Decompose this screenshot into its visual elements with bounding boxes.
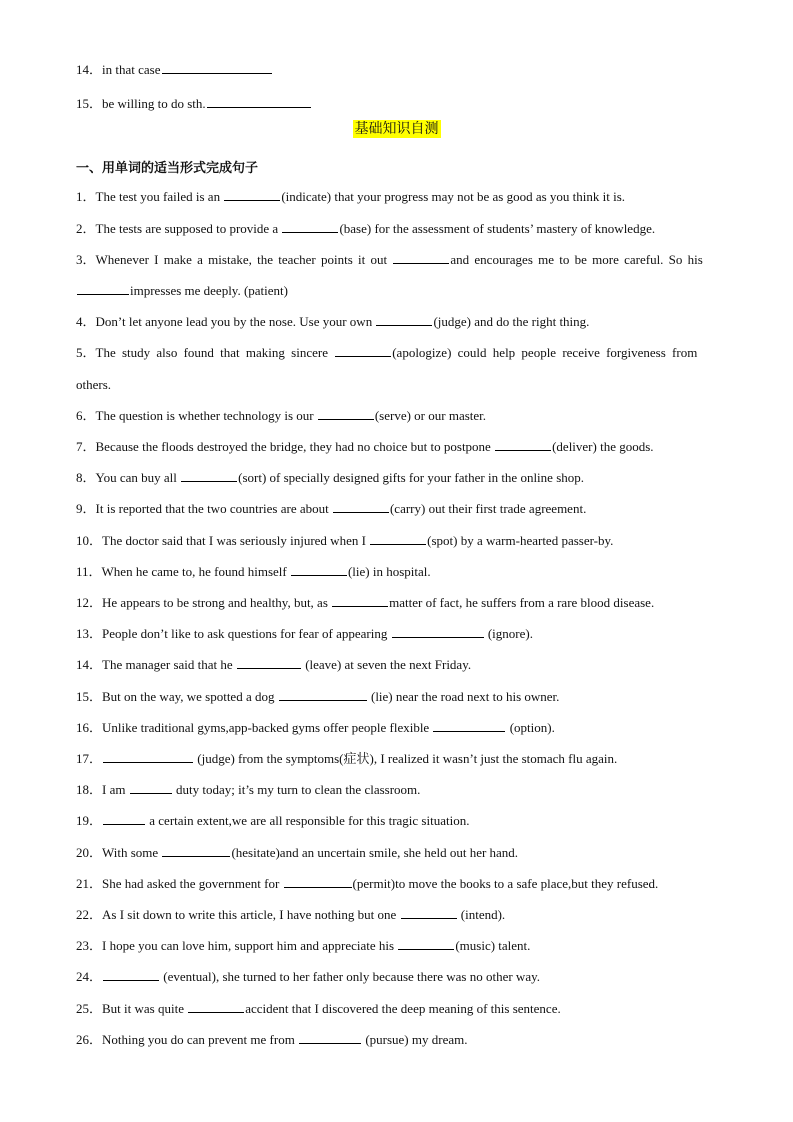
answer-blank[interactable] [103,969,159,981]
item-text-after: (base) for the assessment of students’ mastery of knowledge. [339,221,656,236]
item-number: 16． [76,720,103,735]
item-text-before: Because the floods destroyed the bridge, they had no choice but to postpone [95,439,495,454]
answer-blank[interactable] [335,345,391,357]
item-text-after: (judge) and do the right thing. [433,314,590,329]
section-heading [0,118,793,138]
question-8 [76,470,721,486]
item-text-after: duty today; it’s my turn to clean the classroom. [172,782,421,797]
answer-blank[interactable] [130,782,172,794]
item-text-before: It is reported that the two countries are about [95,501,332,516]
item-text-before: He appears to be strong and healthy, but, as [102,595,332,610]
item-number: 2． [76,221,96,236]
question-19 [76,813,721,829]
item-text-after: (intend). [457,907,506,922]
answer-blank[interactable] [103,813,145,825]
answer-blank[interactable] [77,283,129,295]
answer-blank[interactable] [282,221,338,233]
question-13 [76,626,721,642]
item-text-before: She had asked the government for [102,876,283,891]
question-25 [76,1001,721,1017]
answer-blank[interactable] [333,501,389,513]
item-text-before: I hope you can love him, support him and appreciate his [102,938,398,953]
item-text-after: (pursue) my dream. [362,1032,468,1047]
item-text-before: Nothing you do can prevent me from [102,1032,299,1047]
question-16 [76,720,721,736]
question-11 [76,564,721,580]
item-number: 3． [76,252,96,267]
item-number: 6． [76,408,96,423]
item-text-before: With some [102,845,162,860]
item-number: 24． [76,969,103,984]
prev-item-15 [76,96,721,112]
question-5 [76,345,721,361]
question-14 [76,657,721,673]
question-7 [76,439,721,455]
item-text-before: You can buy all [95,470,181,485]
question-9 [76,501,721,517]
answer-blank[interactable] [376,314,432,326]
item-number: 22． [76,907,103,922]
item-number: 13． [76,626,103,641]
answer-blank[interactable] [224,189,280,201]
item-text-after: accident that I discovered the deep meaning of this sentence. [245,1001,561,1016]
item-number: 26． [76,1032,103,1047]
answer-blank[interactable] [103,751,193,763]
answer-blank[interactable] [495,439,551,451]
item-number: 8． [76,470,96,485]
answer-blank[interactable] [284,876,352,888]
item-number: 25． [76,1001,103,1016]
item-text-after: matter of fact, he suffers from a rare blood disease. [389,595,655,610]
item-text-after: (eventual), she turned to her father only because there was no other way. [160,969,540,984]
item-number: 10． [76,533,103,548]
answer-blank[interactable] [433,720,505,732]
item-text-before: others. [76,377,112,392]
question-4 [76,314,721,330]
answer-blank[interactable] [237,657,301,669]
question-24 [76,969,721,985]
answer-blank[interactable] [207,96,311,108]
item-text-before: The doctor said that I was seriously injured when I [102,533,370,548]
item-text-before: Unlike traditional gyms,app-backed gyms offer people flexible [102,720,433,735]
answer-blank[interactable] [162,62,272,74]
answer-blank[interactable] [279,689,367,701]
item-text-before: But it was quite [102,1001,188,1016]
section-title: 一、用单词的适当形式完成句子 [76,161,259,176]
item-number: 23． [76,938,103,953]
answer-blank[interactable] [370,533,426,545]
item-text-after: (carry) out their first trade agreement. [389,501,587,516]
question-22 [76,907,721,923]
item-text-before: But on the way, we spotted a dog [102,689,278,704]
question-3-continued [76,283,721,299]
item-text-after: (ignore). [484,626,533,641]
item-text-after: (permit)to move the books to a safe place,but they refused. [352,876,659,891]
question-12 [76,595,721,611]
item-text-after: (option). [506,720,555,735]
question-2 [76,221,721,237]
item-number: 9． [76,501,96,516]
question-15 [76,689,721,705]
item-number: 14． [76,62,103,77]
answer-blank[interactable] [398,938,454,950]
item-number: 14． [76,657,103,672]
question-17 [76,751,721,767]
item-number: 18． [76,782,103,797]
item-number: 15． [76,689,103,704]
item-number: 19． [76,813,103,828]
answer-blank[interactable] [162,845,230,857]
item-text-before: As I sit down to write this article, I have nothing but one [102,907,400,922]
item-number: 15． [76,96,103,111]
question-23 [76,938,721,954]
item-text: be willing to do sth. [102,96,206,111]
item-text-before: Whenever I make a mistake, the teacher points it out [95,252,393,267]
item-text-after: (indicate) that your progress may not be as good as you think it is. [281,189,626,204]
item-number: 20． [76,845,103,860]
answer-blank[interactable] [318,408,374,420]
item-text-after: and encourages me to be more careful. So his [450,252,703,267]
answer-blank[interactable] [393,252,449,264]
answer-blank[interactable] [401,907,457,919]
answer-blank[interactable] [392,626,484,638]
prev-item-14 [76,62,721,78]
answer-blank[interactable] [332,595,388,607]
item-text-after: (apologize) could help people receive forgiveness from [392,345,698,360]
question-1 [76,189,721,205]
item-text-after: (serve) or our master. [374,408,487,423]
item-text-after: a certain extent,we are all responsible for this tragic situation. [146,813,470,828]
question-3 [76,252,721,268]
item-text: in that case [102,62,161,77]
item-text-before: The question is whether technology is our [95,408,317,423]
item-number: 21． [76,876,103,891]
item-text-after: (judge) from the symptoms(症状), I realized it wasn’t just the stomach flu again. [194,751,618,766]
item-text-after: (hesitate)and an uncertain smile, she held out her hand. [231,845,519,860]
answer-blank[interactable] [291,564,347,576]
item-number: 1． [76,189,96,204]
question-26 [76,1032,721,1048]
item-text-before: When he came to, he found himself [101,564,290,579]
item-text-before: People don’t like to ask questions for fear of appearing [102,626,391,641]
item-text-after: (sort) of specially designed gifts for your father in the online shop. [238,470,584,485]
item-text-after: (lie) in hospital. [347,564,431,579]
question-20 [76,845,721,861]
item-text-before: I am [102,782,129,797]
item-text-after: (music) talent. [455,938,531,953]
item-text-after: (deliver) the goods. [552,439,654,454]
item-text-after: (spot) by a warm-hearted passer-by. [427,533,614,548]
item-text-after: impresses me deeply. (patient) [130,283,288,298]
item-text-before: The tests are supposed to provide a [95,221,282,236]
answer-blank[interactable] [299,1032,361,1044]
answer-blank[interactable] [181,470,237,482]
question-5-continued [76,377,721,393]
item-number: 7． [76,439,96,454]
question-10 [76,533,721,549]
item-text-after: (leave) at seven the next Friday. [301,657,472,672]
item-number: 4． [76,314,96,329]
question-6 [76,408,721,424]
item-number: 5． [76,345,96,360]
item-number: 17． [76,751,103,766]
item-text-before: The manager said that he [102,657,236,672]
item-text-before: The test you failed is an [95,189,224,204]
item-number: 11． [76,564,102,579]
heading-highlight: 基础知识自测 [354,121,439,137]
item-text-after: (lie) near the road next to his owner. [367,689,560,704]
question-18 [76,782,721,798]
item-number: 12． [76,595,103,610]
answer-blank[interactable] [188,1001,244,1013]
item-text-before: The study also found that making sincere [95,345,335,360]
question-21 [76,876,721,892]
item-text-before: Don’t let anyone lead you by the nose. Use your own [95,314,376,329]
